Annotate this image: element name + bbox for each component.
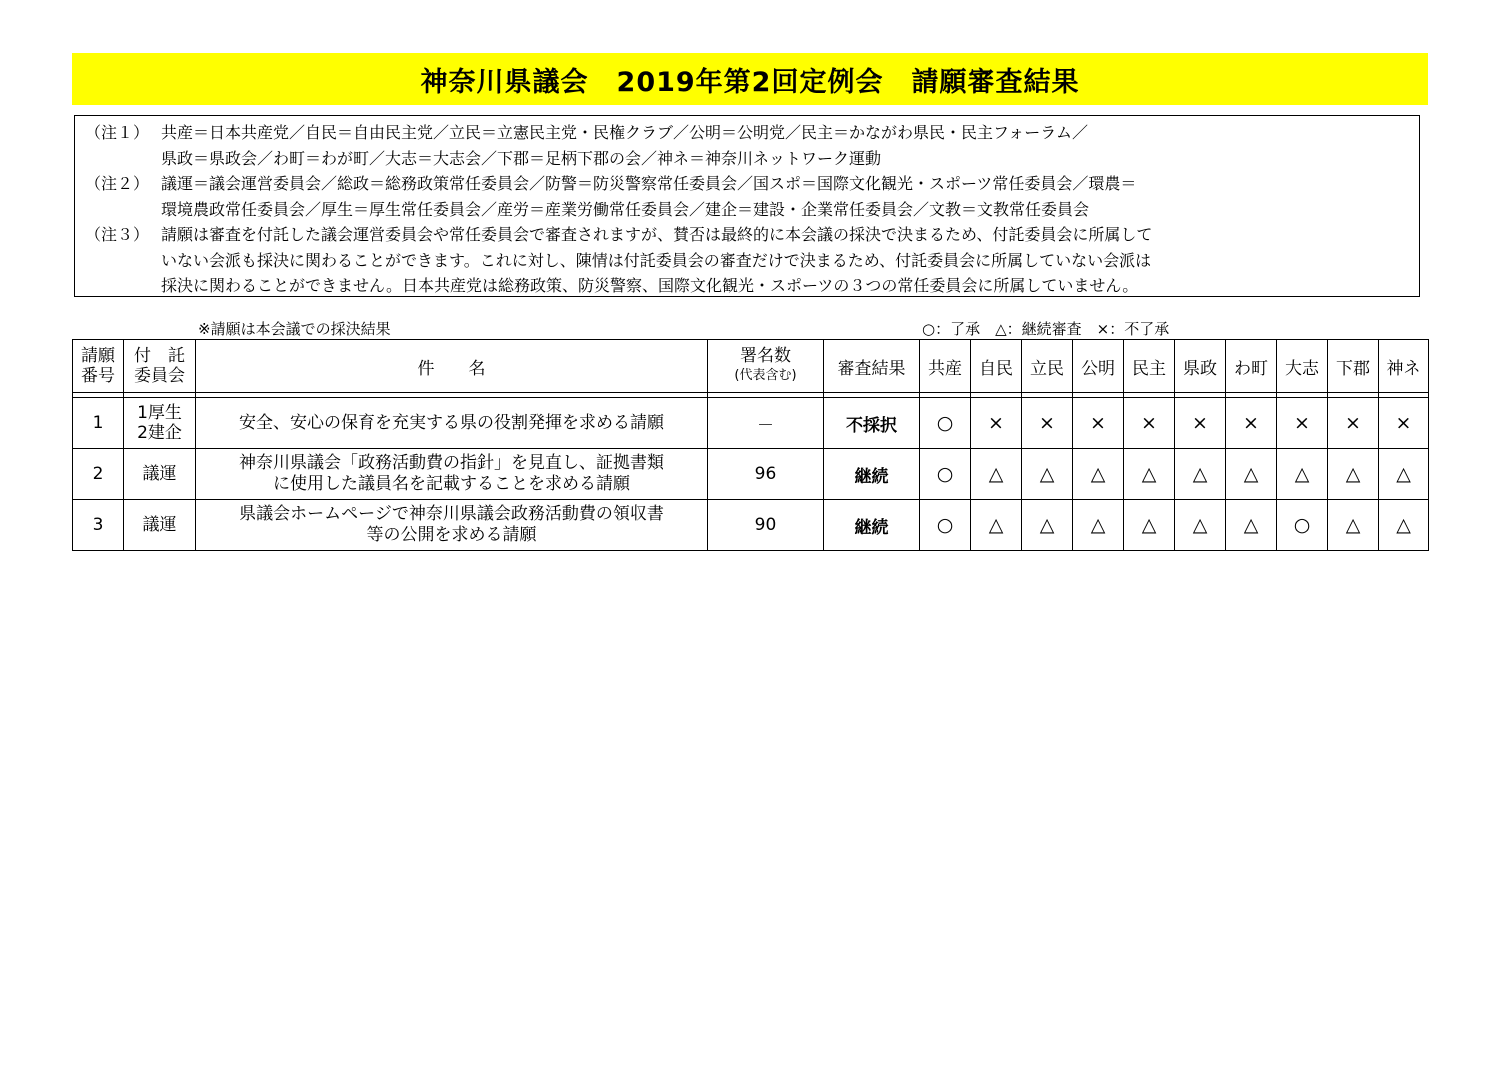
vote-mark: × xyxy=(1328,398,1379,449)
note-line xyxy=(85,248,1419,274)
title-banner xyxy=(72,53,1428,105)
vote-mark: △ xyxy=(971,500,1022,551)
note-label: （注３） xyxy=(85,225,150,244)
vote-mark: ○ xyxy=(920,500,971,551)
note-label: （注２） xyxy=(85,174,150,193)
vote-mark: △ xyxy=(1226,500,1277,551)
note-line xyxy=(85,120,1419,146)
subject-cell xyxy=(196,449,708,500)
subject-line1: 安全、安心の保育を充実する県の役割発揮を求める請願 xyxy=(239,412,664,433)
header-subject: 件 名 xyxy=(196,340,708,393)
subject-cell xyxy=(196,500,708,551)
header-party: 下郡 xyxy=(1328,340,1379,393)
note-line xyxy=(85,171,1419,197)
note-text: いない会派も採決に関わることができます。これに対し、陳情は付託委員会の審査だけで決まるため、付託委員会に所属していない会派は xyxy=(161,250,1152,270)
header-number-line1: 請願 xyxy=(81,346,115,366)
header-party: 立民 xyxy=(1022,340,1073,393)
page-title: 神奈川県議会 2019年第2回定例会 請願審査結果 xyxy=(420,66,1080,98)
vote-mark: △ xyxy=(1175,500,1226,551)
note-line xyxy=(85,197,1419,223)
subject-cell xyxy=(196,398,708,449)
committee-cell xyxy=(124,500,196,551)
note-text: 共産＝日本共産党／自民＝自由民主党／立民＝立憲民主党・民権クラブ／公明＝公明党／民主＝かながわ県民・民主フォーラム／ xyxy=(161,123,1089,142)
vote-mark: △ xyxy=(1277,449,1328,500)
signatures-cell: 90 xyxy=(708,500,824,551)
committee-line2: 2建企 xyxy=(137,423,182,443)
note-text: 県政＝県政会／わ町＝わが町／大志＝大志会／下郡＝足柄下郡の会／神ネ＝神奈川ネットワーク運動 xyxy=(161,148,882,168)
subject-line1: 県議会ホームページで神奈川県議会政務活動費の領収書 xyxy=(239,504,664,524)
vote-mark: △ xyxy=(971,449,1022,500)
header-number xyxy=(73,340,124,393)
vote-mark: × xyxy=(1175,398,1226,449)
vote-mark: ○ xyxy=(920,398,971,449)
header-signatures-line2: (代表含む) xyxy=(734,368,797,383)
header-result: 審査結果 xyxy=(824,340,920,393)
committee-cell xyxy=(124,449,196,500)
petition-number: 3 xyxy=(73,500,124,551)
mark-legend: ○：了承 △：継続審査 ×：不了承 xyxy=(922,320,1170,338)
vote-mark: △ xyxy=(1328,500,1379,551)
vote-mark: △ xyxy=(1379,449,1429,500)
header-row xyxy=(73,340,1429,393)
header-party: 神ネ xyxy=(1379,340,1429,393)
signatures-cell: 96 xyxy=(708,449,824,500)
vote-mark: △ xyxy=(1328,449,1379,500)
note-label: （注１） xyxy=(85,123,150,142)
result-cell: 継続 xyxy=(824,449,920,500)
header-party: 共産 xyxy=(920,340,971,393)
header-signatures xyxy=(708,340,824,393)
petition-results-table xyxy=(72,339,1429,551)
vote-mark: × xyxy=(1379,398,1429,449)
signatures-cell: － xyxy=(708,398,824,449)
note-text: 請願は審査を付託した議会運営委員会や常任委員会で審査されますが、賛否は最終的に本会議の採決で決まるため、付託委員会に所属して xyxy=(161,225,1153,244)
subject-line1: 神奈川県議会「政務活動費の指針」を見直し、証拠書類 xyxy=(239,453,664,473)
note-text: 議運＝議会運営委員会／総政＝総務政策常任委員会／防警＝防災警察常任委員会／国スポ＝国際文化観光・スポーツ常任委員会／環農＝ xyxy=(161,174,1137,193)
table-row xyxy=(73,500,1429,551)
header-committee xyxy=(124,340,196,393)
note-label xyxy=(85,248,161,274)
petition-number: 1 xyxy=(73,398,124,449)
vote-mark: × xyxy=(1073,398,1124,449)
vote-mark: × xyxy=(1277,398,1328,449)
vote-mark: △ xyxy=(1124,449,1175,500)
subject-line2: に使用した議員名を記載することを求める請願 xyxy=(273,474,630,494)
note-label xyxy=(85,146,161,172)
header-committee-line1: 付 託 xyxy=(134,346,185,366)
vote-mark: ○ xyxy=(1277,500,1328,551)
note-text: 採決に関わることができません。日本共産党は総務政策、防災警察、国際文化観光・スポーツの３つの常任委員会に所属していません。 xyxy=(161,276,1139,295)
vote-mark: △ xyxy=(1124,500,1175,551)
vote-mark: × xyxy=(1124,398,1175,449)
result-cell: 不採択 xyxy=(824,398,920,449)
note-text: 環境農政常任委員会／厚生＝厚生常任委員会／産労＝産業労働常任委員会／建企＝建設・企業常任委員会／文教＝文教常任委員会 xyxy=(161,199,1090,219)
notes-box xyxy=(74,115,1420,297)
vote-mark: × xyxy=(1022,398,1073,449)
header-party: 自民 xyxy=(971,340,1022,393)
vote-mark: △ xyxy=(1226,449,1277,500)
vote-mark: △ xyxy=(1073,500,1124,551)
header-party: 県政 xyxy=(1175,340,1226,393)
header-number-line2: 番号 xyxy=(81,366,115,386)
header-party: 大志 xyxy=(1277,340,1328,393)
legend-row xyxy=(72,318,1428,338)
note-line xyxy=(85,146,1419,172)
vote-mark: △ xyxy=(1379,500,1429,551)
committee-line1: 議運 xyxy=(142,464,177,484)
vote-mark: △ xyxy=(1022,500,1073,551)
note-line xyxy=(85,273,1419,299)
subject-line2: 等の公開を求める請願 xyxy=(366,525,537,545)
vote-mark: △ xyxy=(1175,449,1226,500)
vote-mark: × xyxy=(1226,398,1277,449)
vote-mark: ○ xyxy=(920,449,971,500)
header-committee-line2: 委員会 xyxy=(134,366,185,386)
result-cell: 継続 xyxy=(824,500,920,551)
header-party: わ町 xyxy=(1226,340,1277,393)
table-row xyxy=(73,398,1429,449)
table-row xyxy=(73,449,1429,500)
committee-line1: 議運 xyxy=(142,515,177,535)
header-signatures-line1: 署名数 xyxy=(740,346,791,366)
petition-number: 2 xyxy=(73,449,124,500)
plenary-note: ※請願は本会議での採決結果 xyxy=(198,320,391,338)
header-party: 公明 xyxy=(1073,340,1124,393)
note-label xyxy=(85,273,161,299)
note-label xyxy=(85,197,161,223)
committee-cell xyxy=(124,398,196,449)
committee-line1: 1厚生 xyxy=(137,403,182,423)
header-party: 民主 xyxy=(1124,340,1175,393)
vote-mark: × xyxy=(971,398,1022,449)
vote-mark: △ xyxy=(1022,449,1073,500)
vote-mark: △ xyxy=(1073,449,1124,500)
note-line xyxy=(85,222,1419,248)
